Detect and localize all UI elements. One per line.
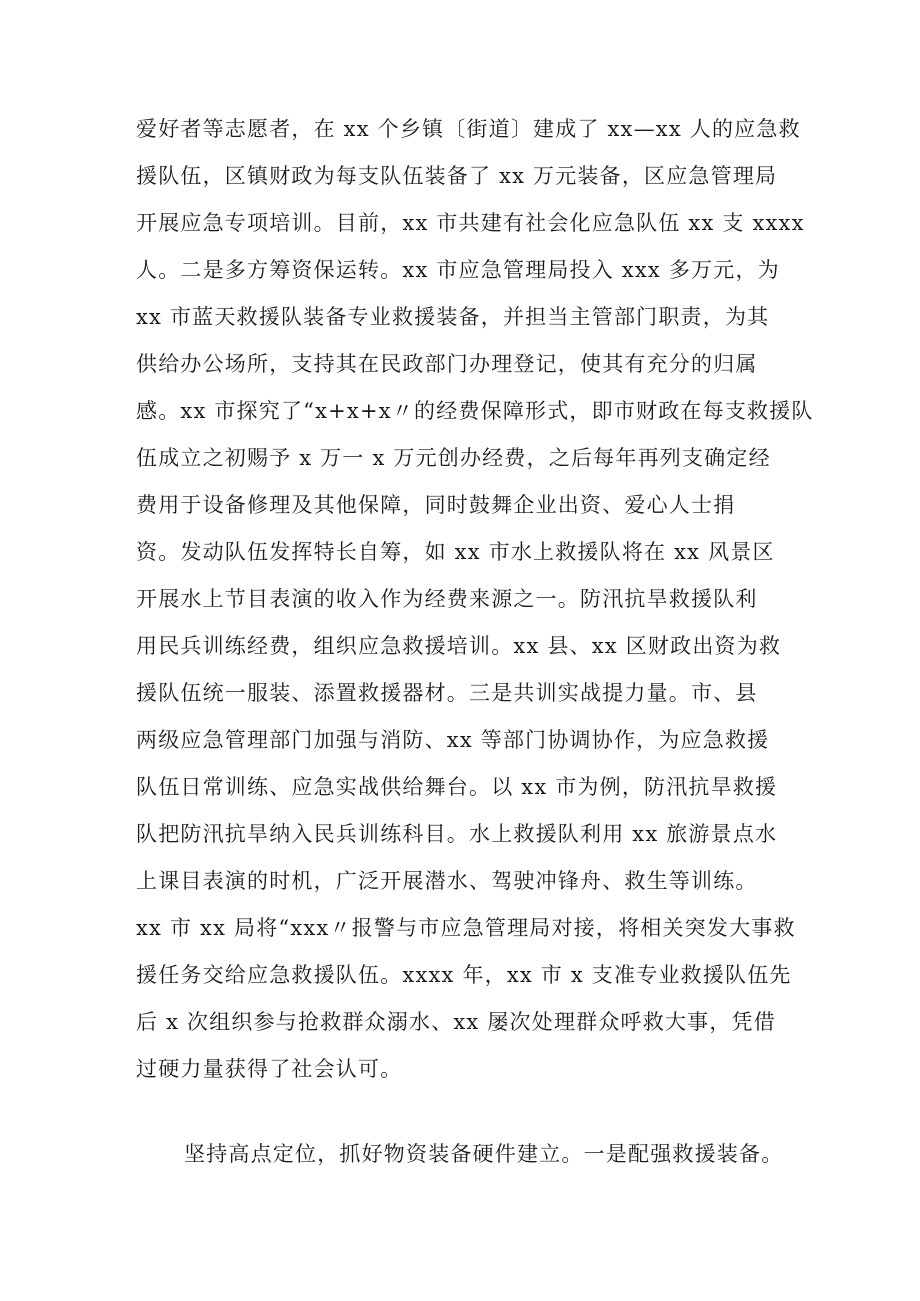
text-line: 资。发动队伍发挥特长自筹，如 xx 市水上救援队将在 xx 风景区 (136, 540, 775, 564)
text-line: 感。xx 市探究了“x+x+x〃的经费保障形式，即市财政在每支救援队 (136, 399, 814, 423)
text-line: 人。二是多方筹资保运转。xx 市应急管理局投入 xxx 多万元，为 (136, 258, 780, 282)
text-line: 援队伍，区镇财政为每支队伍装备了 xx 万元装备，区应急管理局 (136, 164, 778, 188)
text-line: 过硬力量获得了社会认可。 (136, 1057, 403, 1081)
text-line: 队把防汛抗旱纳入民兵训练科目。水上救援队利用 xx 旅游景点水 (136, 822, 778, 846)
text-line: 两级应急管理部门加强与消防、xx 等部门协调协作，为应急救援 (136, 728, 770, 752)
text-line: 援队伍统一服装、添置救援器材。三是共训实战提力量。市、县 (136, 681, 758, 705)
text-line: 开展水上节目表演的收入作为经费来源之一。防汛抗旱救援队利 (136, 587, 758, 611)
text-line: 爱好者等志愿者，在 xx 个乡镇〔街道〕建成了 xx—xx 人的应急救 (136, 117, 801, 141)
text-line: 用民兵训练经费，组织应急救援培训。xx 县、xx 区财政出资为救 (136, 634, 782, 658)
text-line: 后 x 次组织参与抢救群众溺水、xx 屡次处理群众呼救大事，凭借 (136, 1010, 776, 1034)
paragraph (136, 1131, 826, 1178)
text-line: 供给办公场所，支持其在民政部门办理登记，使其有充分的归属 (136, 352, 758, 376)
text-line: 伍成立之初赐予 x 万一 x 万元创办经费，之后每年再列支确定经 (136, 446, 771, 470)
text-line: 坚持高点定位，抓好物资装备硬件建立。一是配强救援装备。 (184, 1142, 784, 1166)
text-line: xx 市 xx 局将“xxx〃报警与市应急管理局对接，将相关突发大事救 (136, 916, 796, 940)
text-line: 援任务交给应急救援队伍。xxxx 年，xx 市 x 支准专业救援队伍先 (136, 963, 792, 987)
text-line: 队伍日常训练、应急实战供给舞台。以 xx 市为例，防汛抗旱救援 (136, 775, 778, 799)
text-line: 费用于设备修理及其他保障，同时鼓舞企业出资、爱心人士捐 (136, 493, 736, 517)
text-line: 开展应急专项培训。目前，xx 市共建有社会化应急队伍 xx 支 xxxx (136, 211, 805, 235)
text-line: xx 市蓝天救援队装备专业救援装备，并担当主管部门职责，为其 (136, 305, 770, 329)
paragraph (136, 106, 826, 1093)
text-line: 上课目表演的时机，广泛开展潜水、驾驶冲锋舟、救生等训练。 (136, 869, 758, 893)
